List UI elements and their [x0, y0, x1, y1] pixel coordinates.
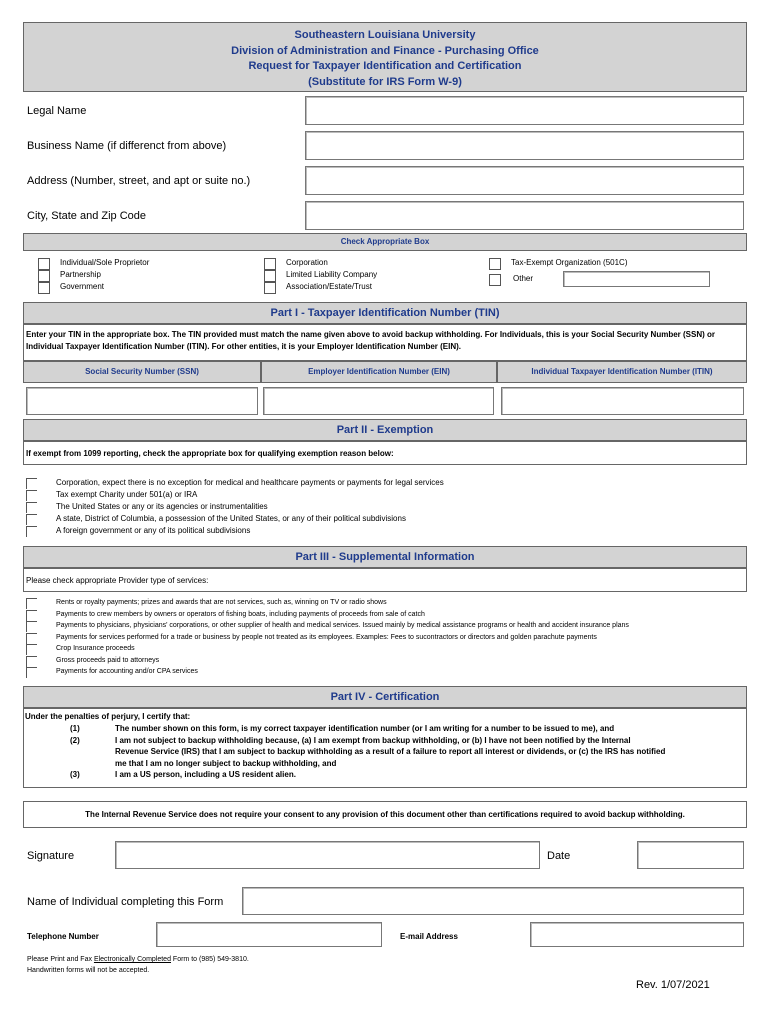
ssn-input[interactable]	[26, 387, 258, 415]
exemption-item: Tax exempt Charity under 501(a) or IRA	[56, 490, 198, 499]
exemption-item: A state, District of Columbia, a possession of the United States, or any of their political subdivisions	[56, 514, 406, 523]
exemption-item: Corporation, expect there is no exception for medical and healthcare payments or payments for legal services	[56, 478, 444, 487]
cert-text-2: Revenue Service (IRS) that I am subject to backup withholding as a result of a failure to report all interest or dividends, or (c) the IRS has notified	[115, 747, 666, 756]
label-llc: Limited Liability Company	[286, 270, 378, 279]
header-university: Southeastern Louisiana University	[294, 29, 476, 41]
label-other: Other	[513, 274, 534, 283]
signature-label: Signature	[27, 850, 75, 862]
label-partnership: Partnership	[60, 270, 101, 279]
header-division: Division of Administration and Finance - Purchasing Office	[231, 44, 539, 57]
label-individual: Individual/Sole Proprietor	[60, 258, 150, 267]
checkbox-other[interactable]	[489, 274, 501, 286]
address-label: Address (Number, street, and apt or suite no.)	[27, 175, 251, 187]
checkbox-physicians[interactable]	[26, 621, 37, 632]
provider-item: Rents or royalty payments; prizes and awards that are not services, such as, winning on TV or radio shows	[56, 599, 387, 606]
city-state-zip-input[interactable]	[305, 201, 744, 230]
ein-header: Employer Identification Number (EIN)	[261, 361, 497, 383]
handwritten-notice: Handwritten forms will not be accepted.	[27, 967, 150, 974]
part3-title: Part III - Supplemental Information	[23, 546, 747, 568]
provider-item: Crop Insurance proceeds	[56, 645, 135, 652]
checkbox-association[interactable]	[264, 282, 276, 294]
legal-name-label: Legal Name	[27, 105, 87, 117]
part1-title: Part I - Taxpayer Identification Number (TIN)	[23, 302, 747, 324]
checkbox-exempt-corporation[interactable]	[26, 478, 37, 489]
checkbox-accounting[interactable]	[26, 667, 37, 678]
header-form-title: Request for Taxpayer Identification and Certification	[248, 60, 522, 72]
cert-text-3: I am a US person, including a US resident alien.	[115, 770, 296, 779]
checkbox-attorneys[interactable]	[26, 656, 37, 667]
provider-item: Payments to crew members by owners or operators of fishing boats, including payments of proceeds from sale of catch	[56, 610, 425, 618]
cert-text-1: The number shown on this form, is my correct taxpayer identification number (or I am writing for a number to be issued to me), and	[115, 724, 615, 733]
checkbox-exempt-foreign[interactable]	[26, 526, 37, 537]
checkbox-exempt-state[interactable]	[26, 514, 37, 525]
cert-num-2: (2)	[70, 735, 80, 745]
checkbox-exempt-us[interactable]	[26, 502, 37, 513]
certification-intro: Under the penalties of perjury, I certify that:	[25, 712, 191, 721]
form-header	[23, 22, 747, 92]
part4-title: Part IV - Certification	[23, 686, 747, 708]
checkbox-corporation[interactable]	[264, 258, 276, 270]
certification-box	[23, 708, 747, 788]
checkbox-partnership[interactable]	[38, 270, 50, 282]
provider-item: Gross proceeds paid to attorneys	[56, 656, 160, 664]
business-name-label: Business Name (if differenct from above)	[27, 140, 227, 152]
check-box-title: Check Appropriate Box	[23, 233, 747, 251]
provider-item: Payments to physicians, physicians' corporations, or other supplier of health and medical services. Issued mainly by medical assistance programs or health and accident insurance plans	[56, 622, 629, 629]
cert-text-2: me that I am no longer subject to backup withholding, and	[115, 758, 337, 768]
entity-col2-labels	[286, 257, 446, 293]
exemption-labels	[56, 477, 736, 537]
checkbox-exempt-charity[interactable]	[26, 490, 37, 501]
name-completing-label: Name of Individual completing this Form	[27, 896, 224, 908]
address-input[interactable]	[305, 166, 744, 195]
date-label: Date	[547, 850, 571, 862]
label-association: Association/Estate/Trust	[286, 282, 372, 291]
irs-notice: The Internal Revenue Service does not require your consent to any provision of this document other than certifications required to avoid backup withholding.	[23, 801, 747, 828]
email-label: E-mail Address	[400, 932, 458, 941]
itin-input[interactable]	[501, 387, 744, 415]
business-name-input[interactable]	[305, 131, 744, 160]
telephone-input[interactable]	[156, 922, 382, 947]
fax-prefix: Please Print and Fax	[27, 956, 94, 963]
header-subtitle: (Substitute for IRS Form W-9)	[308, 75, 462, 88]
date-input[interactable]	[637, 841, 744, 869]
exemption-item: A foreign government or any of its political subdivisions	[56, 526, 251, 535]
city-state-zip-label: City, State and Zip Code	[27, 210, 147, 222]
email-input[interactable]	[530, 922, 744, 947]
cert-num-3: (3)	[70, 770, 80, 779]
fax-electronically-completed: Electronically Completed	[93, 956, 171, 963]
checkbox-services[interactable]	[26, 633, 37, 644]
ssn-header: Social Security Number (SSN)	[23, 361, 261, 383]
label-tax-exempt: Tax-Exempt Organization (501C)	[511, 258, 628, 267]
name-completing-input[interactable]	[242, 887, 744, 915]
checkbox-individual[interactable]	[38, 258, 50, 270]
checkbox-rents[interactable]	[26, 598, 37, 609]
checkbox-crew[interactable]	[26, 610, 37, 621]
provider-type-labels	[56, 597, 766, 678]
provider-item: Payments for accounting and/or CPA services	[56, 668, 198, 675]
exemption-item: The United States or any or its agencies or instrumentalities	[56, 502, 268, 511]
signature-input[interactable]	[115, 841, 540, 869]
checkbox-crop[interactable]	[26, 644, 37, 655]
checkbox-llc[interactable]	[264, 270, 276, 282]
itin-header: Individual Taxpayer Identification Number (ITIN)	[497, 361, 747, 383]
telephone-label: Telephone Number	[27, 932, 99, 941]
cert-num-1: (1)	[70, 724, 80, 733]
part2-instructions: If exempt from 1099 reporting, check the appropriate box for qualifying exemption reason below:	[23, 441, 747, 465]
legal-name-input[interactable]	[305, 96, 744, 125]
fax-suffix: Form to (985) 549-3810.	[170, 956, 249, 963]
ein-input[interactable]	[263, 387, 494, 415]
part1-instructions: Enter your TIN in the appropriate box. The TIN provided must match the name given above to avoid backup withholding. For Individuals, this is your Social Security Number (SSN) or Individual Taxpayer Identification Number (ITIN). For other entities, it is your Employer Identification Number (EIN).	[23, 324, 747, 361]
cert-text-2: I am not subject to backup withholding because, (a) I am exempt from backup withholding, or (b) I have not been notified by the Internal	[115, 735, 631, 745]
checkbox-tax-exempt[interactable]	[489, 258, 501, 270]
part3-instructions: Please check appropriate Provider type of services:	[23, 568, 747, 592]
checkbox-government[interactable]	[38, 282, 50, 294]
revision-date: Rev. 1/07/2021	[636, 979, 710, 991]
entity-col1-labels	[60, 257, 220, 293]
label-government: Government	[60, 282, 105, 291]
other-input[interactable]	[563, 271, 710, 287]
part2-title: Part II - Exemption	[23, 419, 747, 441]
provider-item: Payments for services performed for a trade or business by people not treated as its employees. Examples: Fees to sucontractors or directors and golden parachute payments	[56, 633, 597, 641]
label-corporation: Corporation	[286, 258, 328, 267]
fax-instructions	[27, 955, 249, 965]
